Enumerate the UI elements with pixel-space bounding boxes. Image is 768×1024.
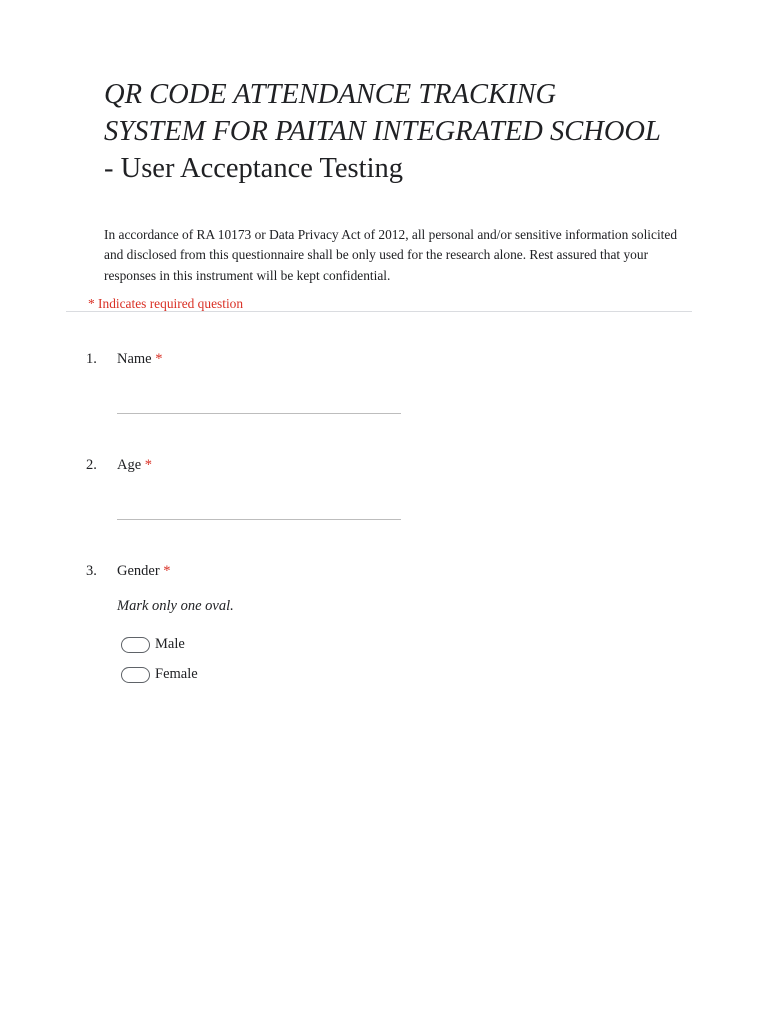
male-oval-radio[interactable] [121,637,150,653]
question-3-required-mark: * [163,563,171,579]
gender-option-male[interactable] [121,636,185,653]
question-1-label [117,351,163,368]
form-description: In accordance of RA 10173 or Data Privacy Act of 2012, all personal and/or sensitive information solicited and disclosed from this questionnaire shall be only used for the research alone. Rest assured that your responses in this instrument will be kept confidential. [104,227,678,283]
question-1-text: Name [117,351,152,367]
male-option-label: Male [155,636,185,652]
question-2-required-mark: * [144,457,153,473]
age-answer-field[interactable] [117,519,401,520]
question-1-number: 1. [86,351,97,367]
form-title [104,76,664,187]
question-2-label [117,457,152,474]
question-3-number: 3. [86,563,97,579]
question-2-number: 2. [86,457,97,473]
female-oval-radio[interactable] [121,667,150,683]
form-title-main: QR CODE ATTENDANCE TRACKING SYSTEM FOR PAITAN INTEGRATED SCHOOL [104,79,661,147]
gender-instruction: Mark only one oval. [117,598,234,614]
question-3-label [117,563,171,580]
gender-option-female[interactable] [121,666,198,683]
question-2-text: Age [117,457,142,473]
required-question-note: * Indicates required question [88,296,244,311]
header-divider [66,311,692,312]
female-option-label: Female [155,666,198,682]
form-title-suffix: - User Acceptance Testing [104,153,403,184]
question-1-required-mark: * [155,351,163,367]
name-answer-field[interactable] [117,413,401,414]
question-3-text: Gender [117,563,160,579]
